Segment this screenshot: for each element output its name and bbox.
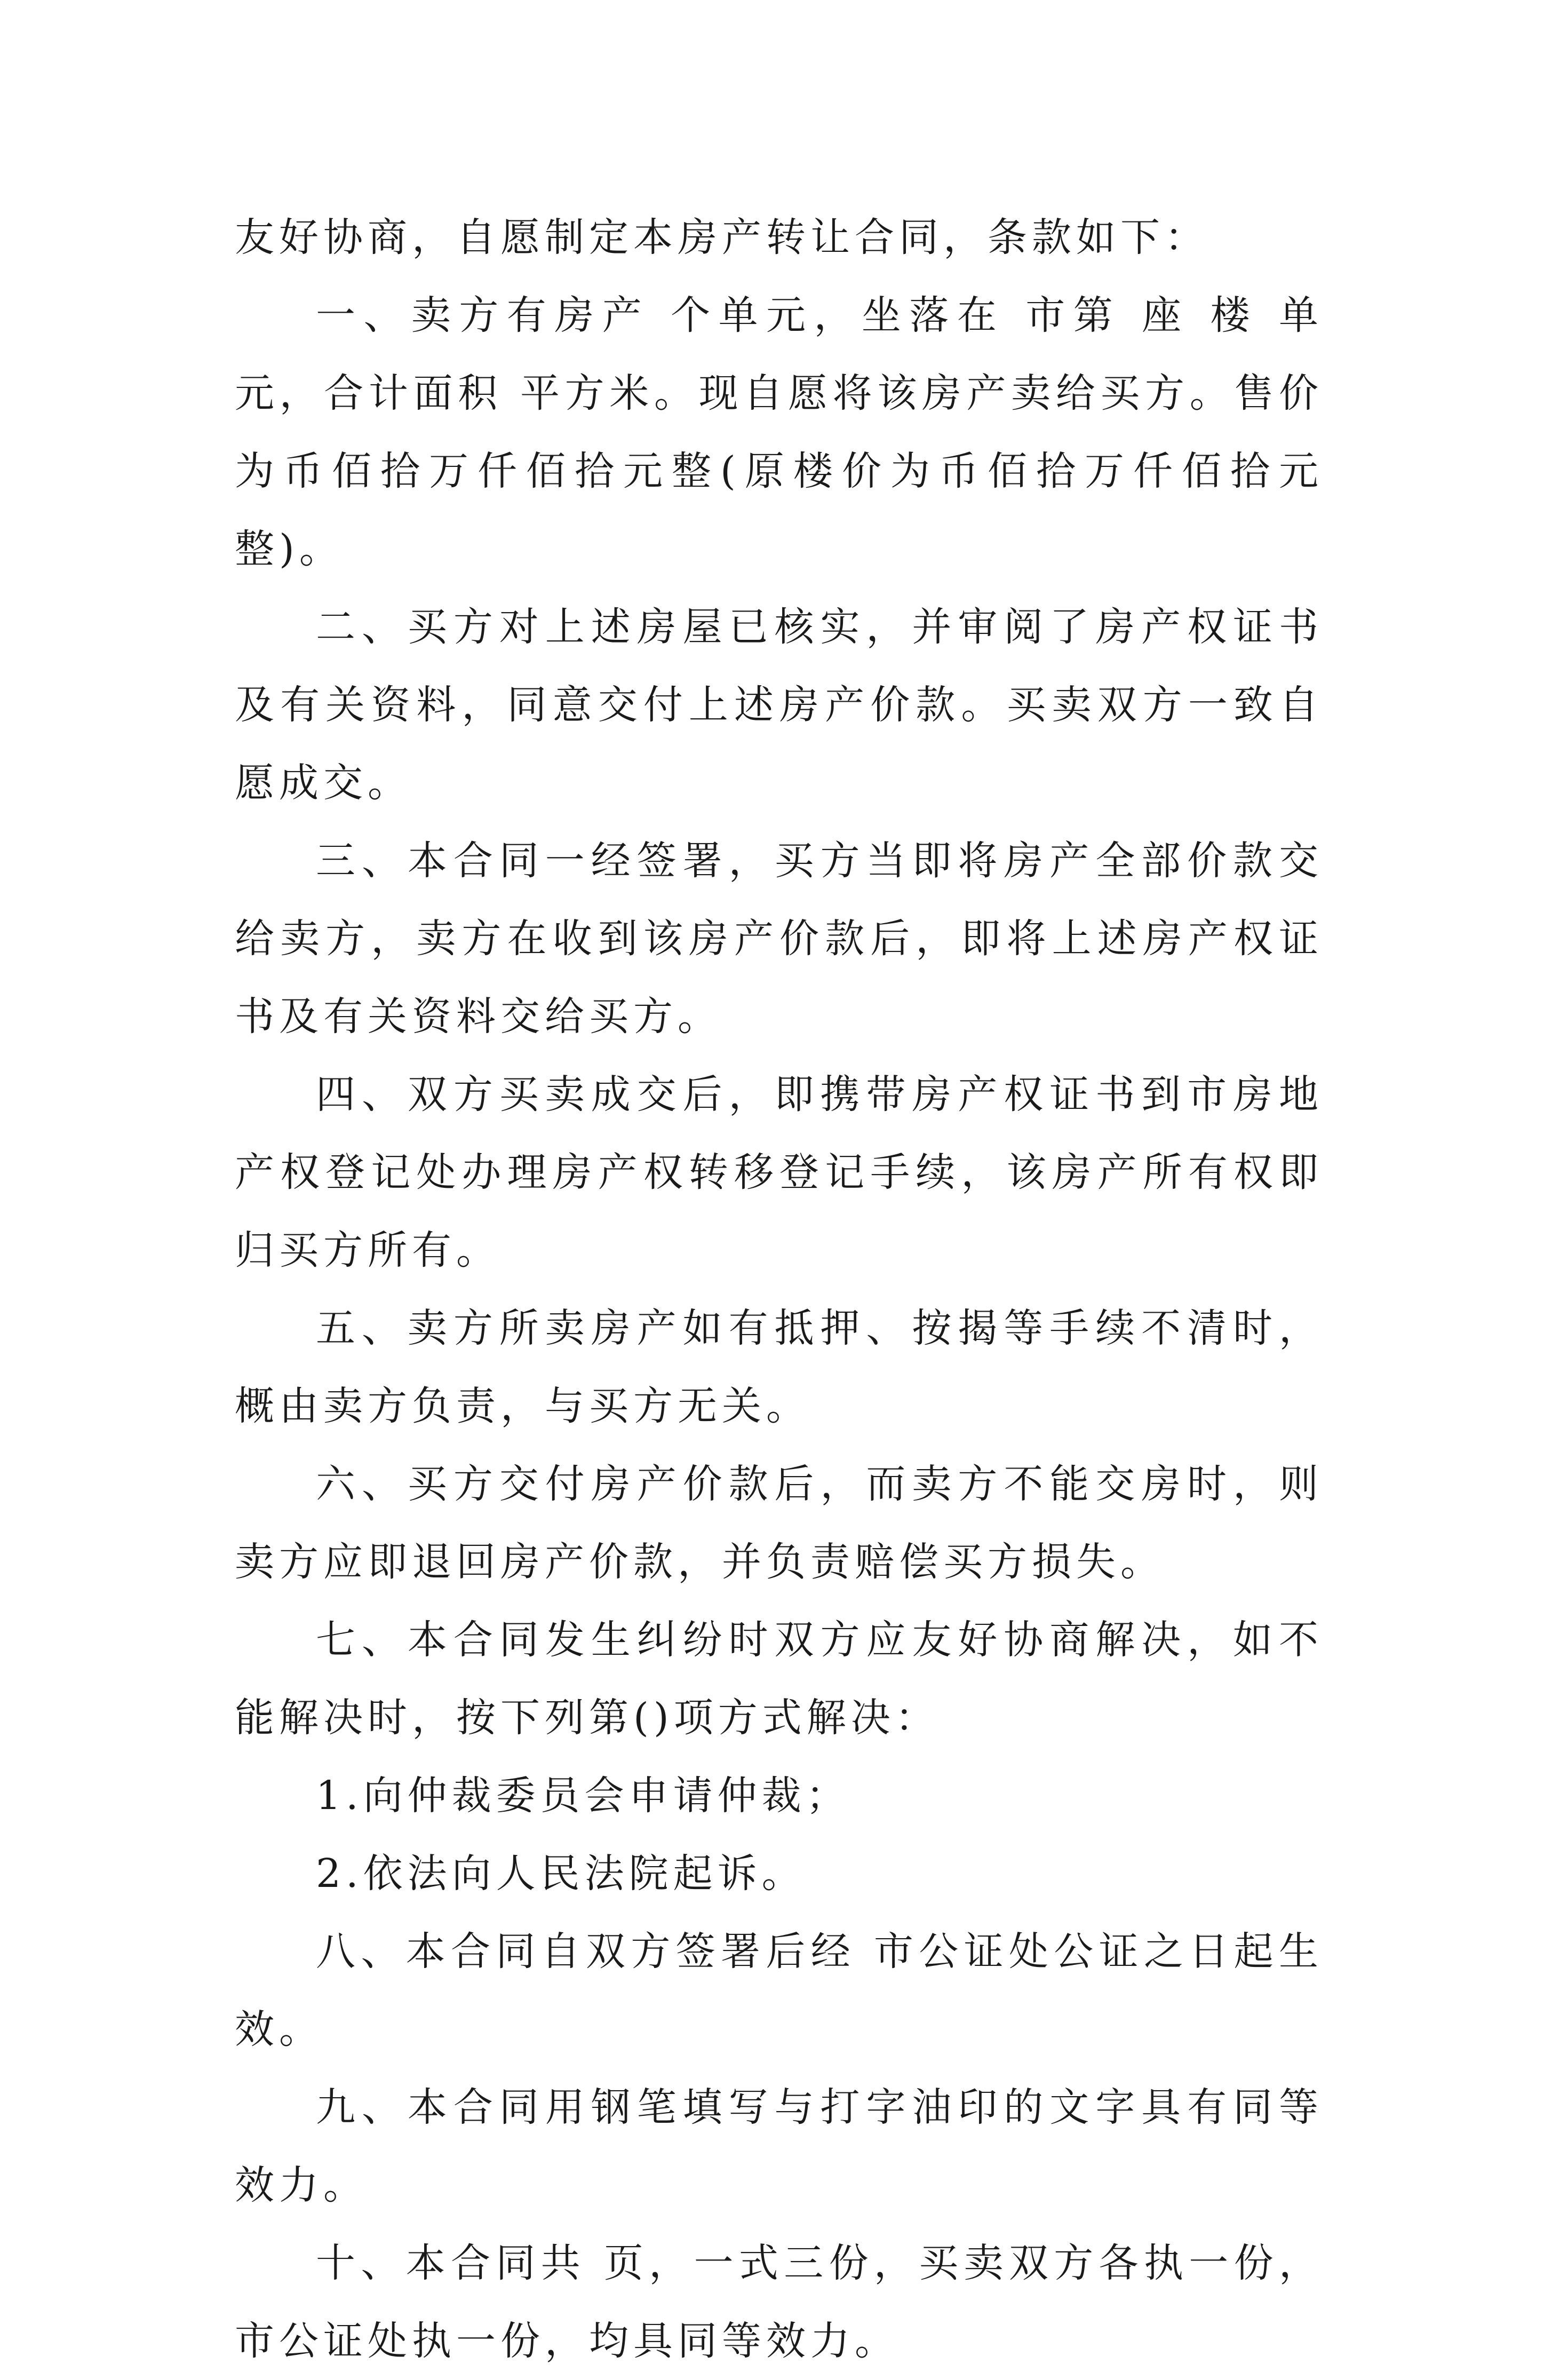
clause-6-paragraph: 六、买方交付房产价款后，而卖方不能交房时，则卖方应即退回房产价款，并负责赔偿买方损失。	[235, 1461, 1323, 1585]
clause-4-paragraph: 四、双方买卖成交后，即携带房产权证书到市房地产权登记处办理房产权转移登记手续，该房产所有权即归买方所有。	[235, 1072, 1323, 1273]
clause-7-paragraph: 七、本合同发生纠纷时双方应友好协商解决，如不能解决时，按下列第()项方式解决：	[235, 1617, 1323, 1741]
clause-8-paragraph: 八、本合同自双方签署后经 市公证处公证之日起生效。	[235, 1929, 1323, 2052]
clause-9-paragraph: 九、本合同用钢笔填写与打字油印的文字具有同等效力。	[235, 2084, 1323, 2208]
intro-paragraph: 友好协商，自愿制定本房产转让合同，条款如下：	[235, 215, 1209, 260]
clause-3-paragraph: 三、本合同一经签署，买方当即将房产全部价款交给卖方，卖方在收到该房产价款后，即将上述房产权证书及有关资料交给买方。	[235, 838, 1323, 1040]
clause-7-option-1: 1.向仲裁委员会申请仲裁；	[316, 1773, 850, 1819]
clause-10-paragraph: 十、本合同共 页，一式三份，买卖双方各执一份，市公证处执一份，均具同等效力。	[235, 2240, 1323, 2364]
clause-7-option-2: 2.依法向人民法院起诉。	[316, 1851, 806, 1897]
contract-body	[235, 199, 1323, 2380]
clause-1-paragraph: 一、卖方有房产 个单元，坐落在 市第 座 楼 单元，合计面积 平方米。现自愿将该房产卖给买方。售价为币佰拾万仟佰拾元整(原楼价为币佰拾万仟佰拾元整)。	[235, 292, 1323, 572]
clause-2-paragraph: 二、买方对上述房屋已核实，并审阅了房产权证书及有关资料，同意交付上述房产价款。买卖双方一致自愿成交。	[235, 604, 1323, 806]
clause-5-paragraph: 五、卖方所卖房产如有抵押、按揭等手续不清时，概由卖方负责，与买方无关。	[235, 1305, 1323, 1429]
